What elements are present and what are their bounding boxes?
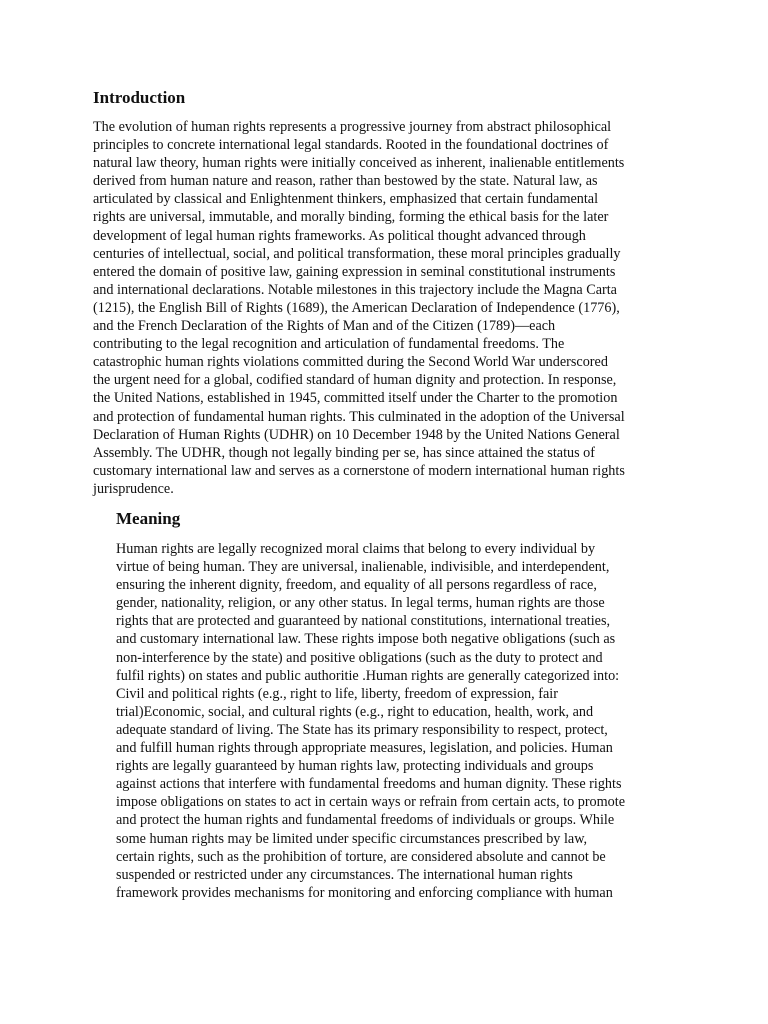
text-line: ensuring the inherent dignity, freedom, and equality of all persons regardless of race, [116,577,597,594]
text-line: development of legal human rights frameworks. As political thought advanced through [93,227,586,244]
text-line: catastrophic human rights violations committed during the Second World War underscored [93,354,608,371]
text-line: jurisprudence. [93,480,174,497]
text-line: fulfil rights) on states and public authoritie .Human rights are generally categorized into: [116,667,620,684]
text-line: adequate standard of living. The State has its primary responsibility to respect, protect, [116,721,608,738]
text-line: framework provides mechanisms for monitoring and enforcing compliance with human [116,884,613,901]
text-line: against actions that interfere with fundamental freedoms and human dignity. These rights [116,776,622,793]
text-line: suspended or restricted under any circumstances. The international human rights [116,866,573,883]
text-line: rights that are protected and guaranteed by national constitutions, international treaties, [116,613,611,630]
text-line: and the French Declaration of the Rights of Man and of the Citizen (1789)—each [93,318,556,335]
text-line: centuries of intellectual, social, and political transformation, these moral principles gradually [93,245,621,262]
text-line: (1215), the English Bill of Rights (1689), the American Declaration of Independence (1776), [93,299,620,316]
text-line: non-interference by the state) and positive obligations (such as the duty to protect and [116,649,603,666]
text-line: Civil and political rights (e.g., right to life, liberty, freedom of expression, fair [116,685,558,702]
text-line: The evolution of human rights represents a progressive journey from abstract philosophical [93,119,612,135]
text-line: certain rights, such as the prohibition of torture, are considered absolute and cannot be [116,848,606,865]
text-line: articulated by classical and Enlightenment thinkers, emphasized that certain fundamental [93,191,599,208]
text-line: and protection of fundamental human rights. This culminated in the adoption of the Universal [93,408,625,425]
text-line: Assembly. The UDHR, though not legally binding per se, has since attained the status of [93,444,595,461]
text-line: rights are legally guaranteed by human rights law, protecting individuals and groups [116,758,594,775]
text-line: rights are universal, immutable, and morally binding, forming the ethical basis for the later [93,209,609,226]
text-line: and international declarations. Notable milestones in this trajectory include the Magna Carta [93,281,617,298]
text-line: derived from human nature and reason, rather than bestowed by the state. Natural law, as [93,173,598,190]
introduction-heading: Introduction [93,88,186,107]
text-line: entered the domain of positive law, gaining expression in seminal constitutional instruments [93,263,616,280]
text-line: and customary international law. These rights impose both negative obligations (such as [116,631,616,648]
introduction-paragraph [93,118,693,498]
text-line: and protect the human rights and fundamental freedoms of individuals or groups. While [116,812,615,829]
meaning-paragraph [116,540,696,902]
text-line: gender, nationality, religion, or any other status. In legal terms, human rights are those [116,595,605,612]
text-line: the United Nations, established in 1945, committed itself under the Charter to the promotion [93,390,618,407]
text-line: principles to concrete international legal standards. Rooted in the foundational doctrines of [93,137,609,154]
text-line: Human rights are legally recognized moral claims that belong to every individual by [116,541,596,557]
text-line: natural law theory, human rights were initially conceived as inherent, inalienable entitlements [93,155,625,172]
text-line: trial)Economic, social, and cultural rights (e.g., right to education, health, work, and [116,703,594,720]
text-line: impose obligations on states to act in certain ways or refrain from certain acts, to promote [116,794,626,811]
text-line: customary international law and serves as a cornerstone of modern international human rights [93,462,625,479]
text-line: virtue of being human. They are universal, inalienable, indivisible, and interdependent, [116,559,610,576]
meaning-heading: Meaning [116,509,181,528]
text-line: the urgent need for a global, codified standard of human dignity and protection. In response, [93,372,617,389]
text-line: Declaration of Human Rights (UDHR) on 10 December 1948 by the United Nations General [93,426,620,443]
text-line: contributing to the legal recognition and articulation of fundamental freedoms. The [93,336,565,353]
text-line: some human rights may be limited under specific circumstances prescribed by law, [116,830,588,847]
text-line: and fulfill human rights through appropriate measures, legislation, and policies. Human [116,740,613,757]
